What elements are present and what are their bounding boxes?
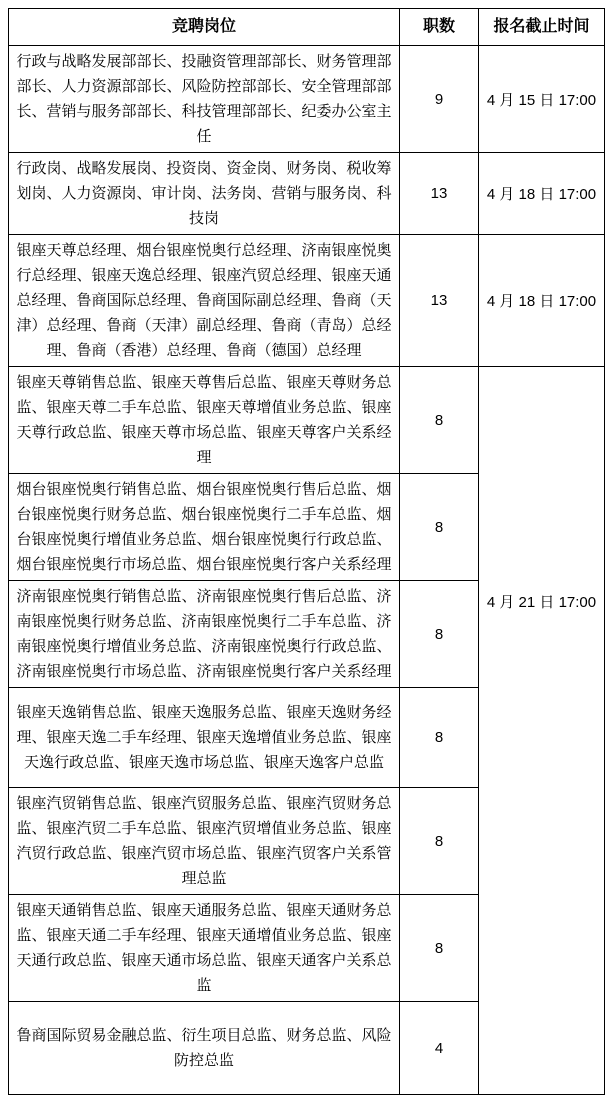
headcount-cell: 4 [400,1002,479,1095]
positions-cell: 行政岗、战略发展岗、投资岗、资金岗、财务岗、税收筹划岗、人力资源岗、审计岗、法务岗、营销与服务岗、科技岗 [9,153,400,235]
table-row [9,46,605,153]
headcount-cell: 8 [400,688,479,788]
table-header-row [9,9,605,46]
table-row [9,367,605,474]
deadline-cell-merged: 4 月 21 日 17:00 [479,367,605,1095]
positions-cell: 行政与战略发展部部长、投融资管理部部长、财务管理部部长、人力资源部部长、风险防控部部长、安全管理部部长、营销与服务部部长、科技管理部部长、纪委办公室主任 [9,46,400,153]
table-row [9,153,605,235]
deadline-cell: 4 月 18 日 17:00 [479,235,605,367]
headcount-cell: 13 [400,153,479,235]
headcount-cell: 8 [400,788,479,895]
table-row [9,235,605,367]
positions-cell: 银座天尊销售总监、银座天尊售后总监、银座天尊财务总监、银座天尊二手车总监、银座天尊增值业务总监、银座天尊行政总监、银座天尊市场总监、银座天尊客户关系经理 [9,367,400,474]
header-deadline: 报名截止时间 [479,9,605,46]
recruitment-positions-table [8,8,605,1095]
deadline-cell: 4 月 18 日 17:00 [479,153,605,235]
header-count: 职数 [400,9,479,46]
header-positions: 竞聘岗位 [9,9,400,46]
headcount-cell: 13 [400,235,479,367]
positions-cell: 鲁商国际贸易金融总监、衍生项目总监、财务总监、风险防控总监 [9,1002,400,1095]
positions-cell: 烟台银座悦奥行销售总监、烟台银座悦奥行售后总监、烟台银座悦奥行财务总监、烟台银座悦奥行二手车总监、烟台银座悦奥行增值业务总监、烟台银座悦奥行行政总监、烟台银座悦奥行市场总监、烟台银座悦奥行客户关系经理 [9,474,400,581]
deadline-cell: 4 月 15 日 17:00 [479,46,605,153]
headcount-cell: 8 [400,581,479,688]
headcount-cell: 8 [400,895,479,1002]
headcount-cell: 8 [400,474,479,581]
headcount-cell: 9 [400,46,479,153]
headcount-cell: 8 [400,367,479,474]
positions-cell: 银座天逸销售总监、银座天逸服务总监、银座天逸财务经理、银座天逸二手车经理、银座天逸增值业务总监、银座天逸行政总监、银座天逸市场总监、银座天逸客户总监 [9,688,400,788]
positions-cell: 银座汽贸销售总监、银座汽贸服务总监、银座汽贸财务总监、银座汽贸二手车总监、银座汽贸增值业务总监、银座汽贸行政总监、银座汽贸市场总监、银座汽贸客户关系管理总监 [9,788,400,895]
positions-cell: 银座天通销售总监、银座天通服务总监、银座天通财务总监、银座天通二手车经理、银座天通增值业务总监、银座天通行政总监、银座天通市场总监、银座天通客户关系总监 [9,895,400,1002]
positions-cell: 济南银座悦奥行销售总监、济南银座悦奥行售后总监、济南银座悦奥行财务总监、济南银座悦奥行二手车总监、济南银座悦奥行增值业务总监、济南银座悦奥行行政总监、济南银座悦奥行市场总监、济南银座悦奥行客户关系经理 [9,581,400,688]
positions-cell: 银座天尊总经理、烟台银座悦奥行总经理、济南银座悦奥行总经理、银座天逸总经理、银座汽贸总经理、银座天通总经理、鲁商国际总经理、鲁商国际副总经理、鲁商（天津）总经理、鲁商（天津）副总经理、鲁商（青岛）总经理、鲁商（香港）总经理、鲁商（德国）总经理 [9,235,400,367]
